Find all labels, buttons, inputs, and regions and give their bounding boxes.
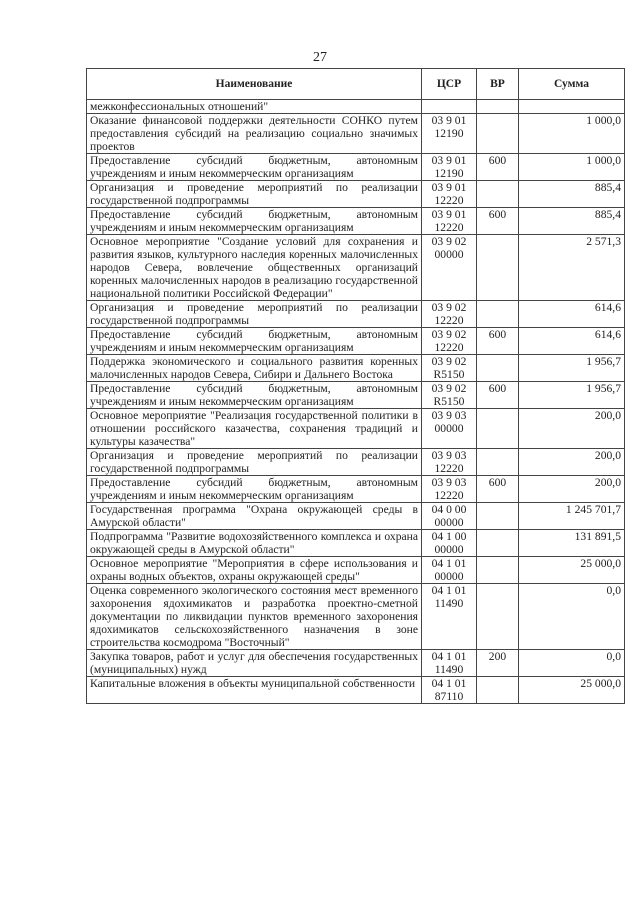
cell-vr: 600 [477,154,519,181]
cell-sum: 131 891,5 [519,530,625,557]
cell-name: Организация и проведение мероприятий по реализации государственной подпрограммы [87,181,422,208]
cell-csr: 04 1 01 87110 [422,677,477,704]
table-row [87,154,625,181]
cell-csr: 03 9 01 12190 [422,114,477,154]
table-body [87,100,625,704]
cell-vr [477,409,519,449]
cell-sum: 1 000,0 [519,154,625,181]
cell-sum: 885,4 [519,208,625,235]
cell-vr [477,677,519,704]
cell-sum: 614,6 [519,328,625,355]
table-row [87,449,625,476]
table-row [87,650,625,677]
cell-vr: 200 [477,650,519,677]
table-row [87,328,625,355]
cell-name: Предоставление субсидий бюджетным, автономным учреждениям и иным некоммерческим организациям [87,328,422,355]
cell-sum [519,100,625,114]
cell-name: Подпрограмма "Развитие водохозяйственного комплекса и охрана окружающей среды в Амурской области" [87,530,422,557]
cell-csr: 03 9 01 12190 [422,154,477,181]
cell-name: Предоставление субсидий бюджетным, автономным учреждениям и иным некоммерческим организациям [87,382,422,409]
table-row [87,235,625,301]
cell-vr: 600 [477,208,519,235]
cell-name: Предоставление субсидий бюджетным, автономным учреждениям и иным некоммерческим организациям [87,154,422,181]
cell-vr [477,235,519,301]
header-sum: Сумма [519,69,625,100]
cell-name: Капитальные вложения в объекты муниципальной собственности [87,677,422,704]
table-row [87,557,625,584]
cell-csr: 03 9 01 12220 [422,208,477,235]
cell-vr: 600 [477,476,519,503]
cell-vr [477,100,519,114]
table-header-row [87,69,625,100]
table-row [87,100,625,114]
cell-csr: 03 9 02 12220 [422,301,477,328]
cell-csr: 04 1 01 11490 [422,650,477,677]
cell-vr [477,503,519,530]
cell-name: Предоставление субсидий бюджетным, автономным учреждениям и иным некоммерческим организациям [87,476,422,503]
cell-csr: 03 9 02 12220 [422,328,477,355]
cell-sum: 200,0 [519,476,625,503]
cell-vr [477,301,519,328]
cell-csr: 04 1 00 00000 [422,530,477,557]
cell-vr [477,449,519,476]
cell-csr: 03 9 02 00000 [422,235,477,301]
cell-sum: 25 000,0 [519,557,625,584]
cell-csr: 04 1 01 11490 [422,584,477,650]
cell-sum: 200,0 [519,449,625,476]
cell-name: межконфессиональных отношений" [87,100,422,114]
cell-sum: 1 956,7 [519,382,625,409]
cell-name: Организация и проведение мероприятий по реализации государственной подпрограммы [87,301,422,328]
cell-vr: 600 [477,382,519,409]
cell-name: Оказание финансовой поддержки деятельности СОНКО путем предоставления субсидий на реализацию социально значимых проектов [87,114,422,154]
cell-csr: 03 9 02 R5150 [422,382,477,409]
table-row [87,355,625,382]
cell-sum: 200,0 [519,409,625,449]
table-row [87,301,625,328]
cell-csr: 04 1 01 00000 [422,557,477,584]
table-row [87,584,625,650]
table-row [87,409,625,449]
budget-table [86,68,625,704]
header-vr: ВР [477,69,519,100]
cell-name: Государственная программа "Охрана окружающей среды в Амурской области" [87,503,422,530]
page-number: 27 [313,50,327,65]
table-row [87,530,625,557]
cell-vr [477,181,519,208]
cell-csr: 03 9 01 12220 [422,181,477,208]
cell-sum: 1 245 701,7 [519,503,625,530]
table-row [87,208,625,235]
cell-sum: 0,0 [519,584,625,650]
cell-name: Поддержка экономического и социального развития коренных малочисленных народов Севера, Сибири и Дальнего Востока [87,355,422,382]
table-row [87,181,625,208]
cell-sum: 885,4 [519,181,625,208]
cell-name: Предоставление субсидий бюджетным, автономным учреждениям и иным некоммерческим организациям [87,208,422,235]
cell-csr: 03 9 03 12220 [422,449,477,476]
cell-name: Организация и проведение мероприятий по реализации государственной подпрограммы [87,449,422,476]
cell-sum: 614,6 [519,301,625,328]
table-row [87,114,625,154]
cell-sum: 25 000,0 [519,677,625,704]
table-row [87,503,625,530]
cell-vr [477,530,519,557]
table-row [87,476,625,503]
cell-vr [477,114,519,154]
cell-csr [422,100,477,114]
table-row [87,677,625,704]
cell-vr [477,584,519,650]
header-csr: ЦСР [422,69,477,100]
cell-name: Закупка товаров, работ и услуг для обеспечения государственных (муниципальных) нужд [87,650,422,677]
cell-sum: 0,0 [519,650,625,677]
cell-name: Основное мероприятие "Мероприятия в сфере использования и охраны водных объектов, охраны окружающей среды" [87,557,422,584]
cell-name: Оценка современного экологического состояния мест временного захоронения ядохимикатов и разработка проектно-сметной документации по ликвидации пунктов временного захоронения ядохимикатов сельскохозяйственного назначения в зоне строительства космодрома "Восточный" [87,584,422,650]
cell-csr: 03 9 02 R5150 [422,355,477,382]
cell-csr: 03 9 03 12220 [422,476,477,503]
cell-name: Основное мероприятие "Реализация государственной политики в отношении российского казачества, сохранения традиций и культуры казачества" [87,409,422,449]
cell-vr [477,355,519,382]
cell-vr: 600 [477,328,519,355]
cell-sum: 2 571,3 [519,235,625,301]
cell-csr: 03 9 03 00000 [422,409,477,449]
table-row [87,382,625,409]
cell-vr [477,557,519,584]
cell-name: Основное мероприятие "Создание условий для сохранения и развития языков, культурного наследия коренных малочисленных народов Севера, вовлечение общественных организаций коренных малочисленных народов в реализацию государственной национальной политики Российской Федерации" [87,235,422,301]
cell-sum: 1 000,0 [519,114,625,154]
cell-sum: 1 956,7 [519,355,625,382]
cell-csr: 04 0 00 00000 [422,503,477,530]
header-name: Наименование [87,69,422,100]
